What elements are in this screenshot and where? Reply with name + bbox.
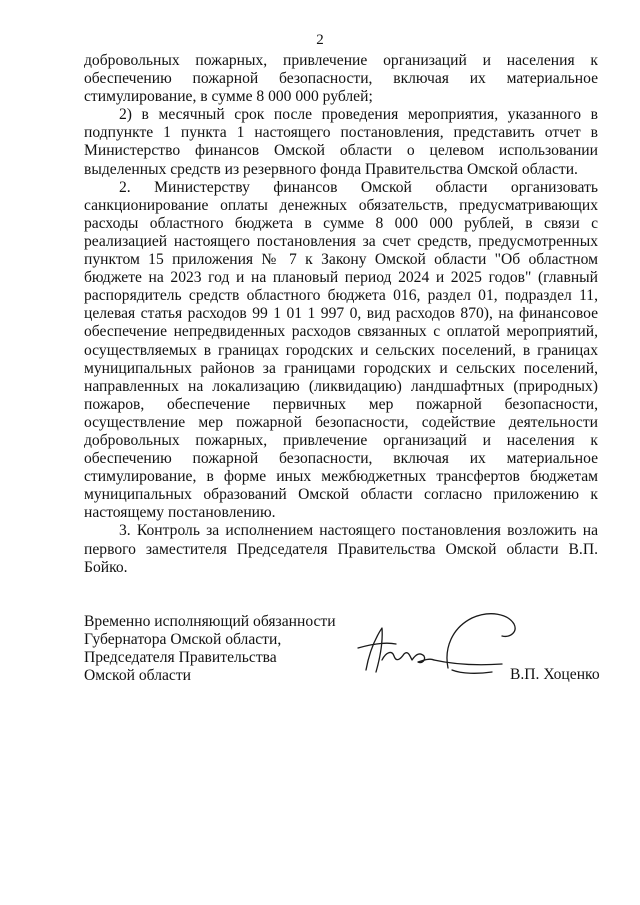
position-line: Губернатора Омской области, (84, 631, 282, 649)
page-number: 2 (316, 32, 324, 48)
position-line: Временно исполняющий обязанности (84, 613, 336, 630)
document-body (84, 52, 598, 577)
paragraph-continuation: добровольных пожарных, привлечение организаций и населения к обеспечению пожарной безопасности, включая их материальное стимулирование, в сумме 8 000 000 рублей; (84, 52, 598, 106)
position-line: Председателя Правительства (84, 649, 277, 667)
position-line: Омской области (84, 667, 192, 685)
signatory-position (84, 613, 384, 685)
paragraph-item-3: 3. Контроль за исполнением настоящего постановления возложить на первого заместителя Председателя Правительства Омской области В.П. Бойко. (84, 522, 598, 576)
paragraph-subitem-2: 2) в месячный срок после проведения мероприятия, указанного в подпункте 1 пункта 1 настоящего постановления, представить отчет в Министерство финансов Омской области о целевом использовании выделенных средств из резервного фонда Правительства Омской области. (84, 106, 598, 178)
signer-name: В.П. Хоценко (510, 666, 600, 683)
paragraph-item-2: 2. Министерству финансов Омской области организовать санкционирование оплаты денежных обязательств, предусматривающих расходы областного бюджета в сумме 8 000 000 рублей, в связи с реализацией настоящего постановления за счет средств, предусмотренных пунктом 15 приложения № 7 к Закону Омской области "Об областном бюджете на 2023 год и на плановый период 2024 и 2025 годов" (главный распорядитель средств областного бюджета 016, раздел 01, подраздел 11, целевая статья расходов 99 1 01 1 997 0, вид расходов 870), на финансовое обеспечение непредвиденных расходов связанных с оплатой мероприятий, осуществляемых в границах городских и сельских поселений, в границах муниципальных районов за границами городских и сельских поселений, направленных на локализацию (ликвидацию) ландшафтных (природных) пожаров, обеспечение первичных мер пожарной безопасности, осуществление мер пожарной безопасности, содействие деятельности добровольных пожарных, привлечение организаций и населения к обеспечению пожарной безопасности, включая их материальное стимулирование, в форме иных межбюджетных трансфертов бюджетам муниципальных образований Омской области согласно приложению к настоящему постановлению. (84, 178, 598, 522)
handwritten-signature-icon (352, 608, 520, 688)
